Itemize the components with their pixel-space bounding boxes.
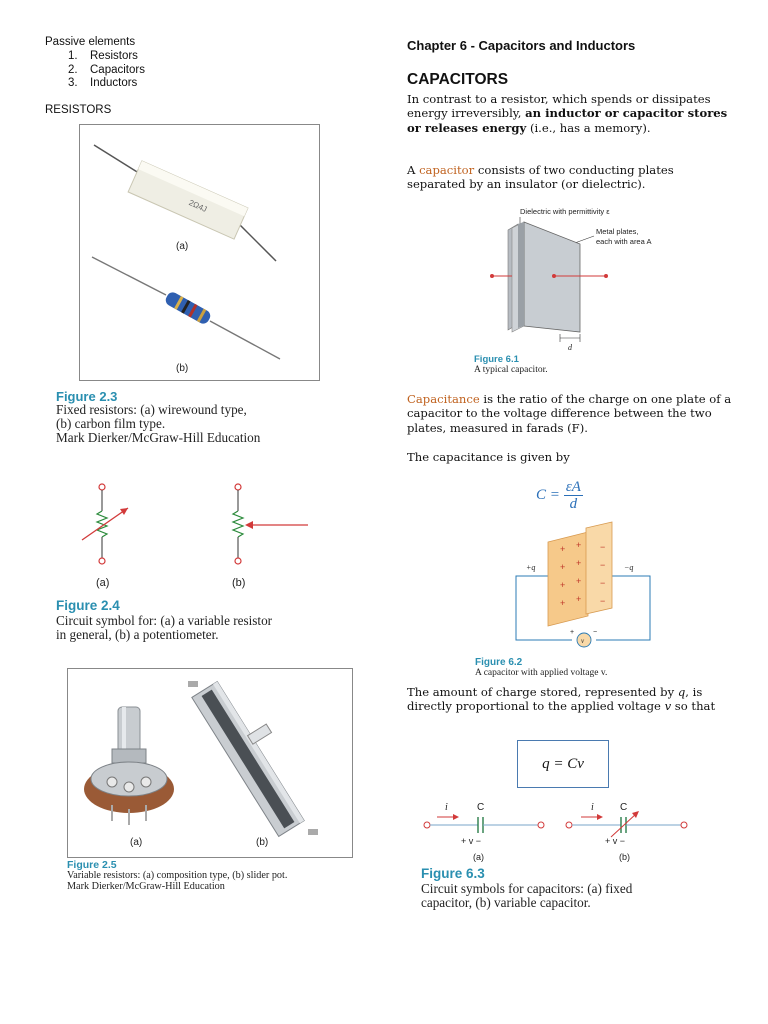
plus-sign: + xyxy=(560,544,566,554)
chapter-title: Chapter 6 - Capacitors and Inductors xyxy=(407,38,636,53)
capacitor-circuit-symbols xyxy=(415,800,695,864)
fig24-sub-a: (a) xyxy=(96,577,110,589)
dielectric-label: Dielectric with permittivity ε xyxy=(520,207,610,216)
plus-sign: + xyxy=(560,598,566,608)
figure-2-4-symbols xyxy=(70,478,330,596)
fig63b-c-label: C xyxy=(620,802,628,813)
figure-6-3-label: Figure 6.3 xyxy=(421,866,485,881)
fig63a-voltage-label: + v − xyxy=(461,836,482,846)
minus-sign: − xyxy=(600,578,606,588)
figure-2-5-photo xyxy=(67,668,353,858)
plus-sign: + xyxy=(576,594,582,604)
fig63-sub-a: (a) xyxy=(473,852,484,862)
fig24-sub-b: (b) xyxy=(232,577,246,589)
paragraph-energy-storage: In contrast to a resistor, which spends or dissipates energy irreversibly, an inductor or capacitor stores or releases energy (i.e., has a memory). xyxy=(407,92,728,135)
plus-sign: + xyxy=(576,576,582,586)
intro-text: Passive elements xyxy=(45,36,136,48)
fig63a-c-label: C xyxy=(477,802,485,813)
list-item: 1. Resistors xyxy=(68,50,138,62)
charge-equation-box xyxy=(517,740,609,788)
figure-6-3-symbols xyxy=(415,800,695,864)
plus-q-label: +q xyxy=(526,563,536,572)
minus-sign: − xyxy=(600,542,606,552)
figure-6-2-illustration xyxy=(512,520,654,655)
formula-numerator: εA xyxy=(565,479,581,495)
charge-equation: q = Cv xyxy=(542,755,584,772)
formula-denominator: d xyxy=(569,496,578,512)
fig25-sub-a: (a) xyxy=(130,837,143,848)
gap-label: d xyxy=(568,343,572,352)
minus-sign: − xyxy=(600,560,606,570)
source-plus: + xyxy=(570,629,575,636)
voltage-source-label: v xyxy=(581,637,585,645)
plus-sign: + xyxy=(560,562,566,572)
figure-6-2-label: Figure 6.2 xyxy=(475,657,523,668)
fig25-sub-b: (b) xyxy=(256,837,269,848)
paragraph-capacitance-given: The capacitance is given by xyxy=(407,450,570,464)
figure-2-4-caption: Circuit symbol for: (a) a variable resistor in general, (b) a potentiometer. xyxy=(56,613,273,642)
figure-6-1-label: Figure 6.1 xyxy=(474,354,519,365)
section-heading-resistors: RESISTORS xyxy=(45,104,112,116)
paragraph-charge-stored: The amount of charge stored, represented by q, is directly proportional to the applied voltage v so that xyxy=(407,685,716,714)
figure-6-3-caption: Circuit symbols for capacitors: (a) fixed capacitor, (b) variable capacitor. xyxy=(421,881,633,910)
passive-elements-list xyxy=(68,50,145,91)
variable-resistors-illustration xyxy=(68,669,352,857)
figure-6-1-caption: A typical capacitor. xyxy=(474,365,548,375)
fig23-sub-a: (a) xyxy=(176,241,189,252)
capacitors-heading: CAPACITORS xyxy=(407,71,509,88)
paragraph-capacitor-definition: A capacitor consists of two conducting plates separated by an insulator (or dielectric). xyxy=(407,163,674,192)
plus-sign: + xyxy=(576,558,582,568)
resistor-marking: 2Ω4J xyxy=(187,198,209,214)
figure-2-5-caption: Variable resistors: (a) composition type, (b) slider pot. Mark Dierker/McGraw-Hill Education xyxy=(67,870,288,892)
fig63b-current-label: i xyxy=(591,802,594,813)
paragraph-capacitance-definition: Capacitance is the ratio of the charge on one plate of a capacitor to the voltage difference between the two plates, measured in farads (F). xyxy=(407,392,732,435)
fig23-sub-b: (b) xyxy=(176,363,189,374)
typical-capacitor-illustration xyxy=(482,204,682,354)
capacitor-with-voltage-illustration xyxy=(512,520,654,655)
fig63b-voltage-label: + v − xyxy=(605,836,626,846)
list-item: 3. Inductors xyxy=(68,77,138,89)
fig63a-current-label: i xyxy=(445,802,448,813)
figure-6-2-caption: A capacitor with applied voltage v. xyxy=(475,668,608,678)
list-item: 2. Capacitors xyxy=(68,63,145,76)
figure-2-3-caption: Fixed resistors: (a) wirewound type, (b) carbon film type. Mark Dierker/McGraw-Hill Education xyxy=(56,402,261,445)
figure-2-5-label: Figure 2.5 xyxy=(67,859,117,871)
figure-2-3-photo xyxy=(79,124,320,381)
minus-q-label: −q xyxy=(624,563,634,572)
fig63-sub-b: (b) xyxy=(619,852,630,862)
formula-lhs: C = xyxy=(536,487,560,503)
plus-sign: + xyxy=(560,580,566,590)
formula-fraction xyxy=(564,479,583,512)
metal-plates-label-1: Metal plates, xyxy=(596,227,639,236)
metal-plates-label-2: each with area A xyxy=(596,237,652,246)
figure-6-1-illustration xyxy=(482,204,682,354)
capacitance-formula xyxy=(536,479,583,512)
fixed-resistors-illustration xyxy=(80,125,319,380)
figure-2-3-label: Figure 2.3 xyxy=(56,389,118,404)
plus-sign: + xyxy=(576,540,582,550)
figure-2-4-label: Figure 2.4 xyxy=(56,598,120,613)
variable-resistor-symbols xyxy=(70,478,330,596)
source-minus: − xyxy=(593,629,598,636)
minus-sign: − xyxy=(600,596,606,606)
